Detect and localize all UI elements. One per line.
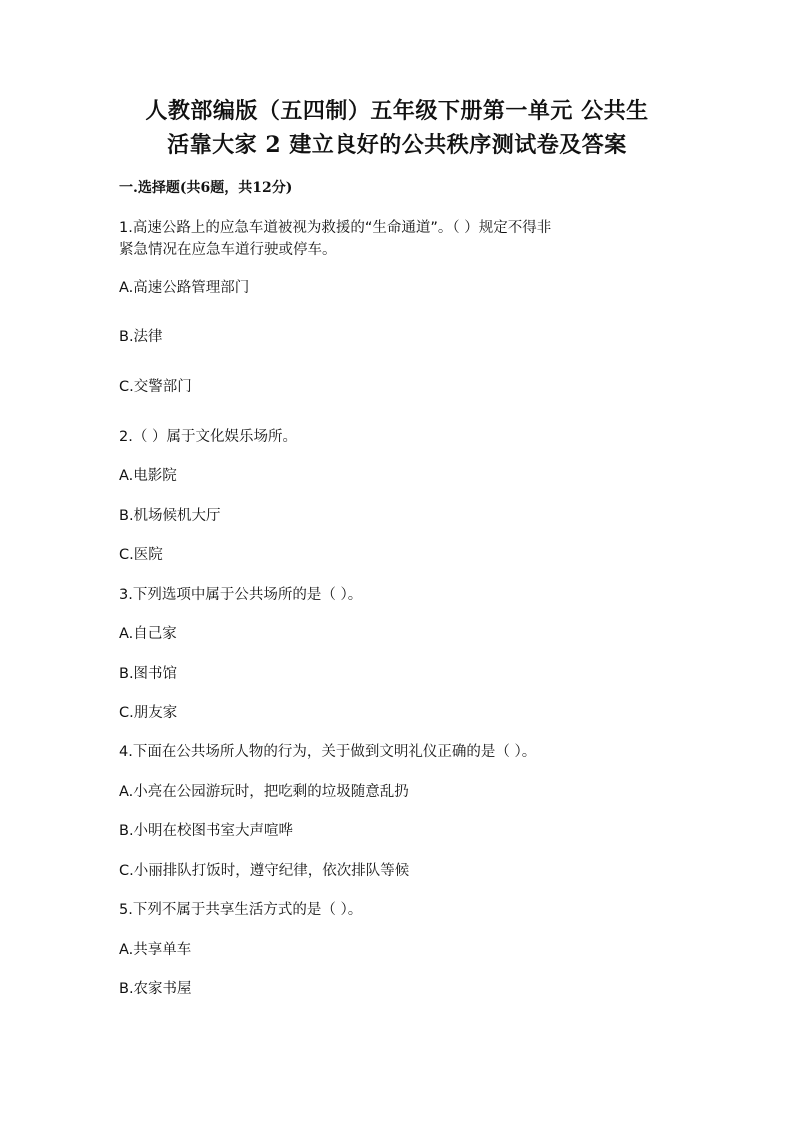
question-3-option-c: C.朋友家 [119, 705, 178, 721]
title-line-2: 活靠大家 2 建立良好的公共秩序测试卷及答案 [167, 132, 627, 158]
question-1-option-b: B.法律 [119, 329, 163, 345]
question-1-option-c: C.交警部门 [119, 379, 192, 395]
question-2-stem: 2.（ ）属于文化娱乐场所。 [119, 429, 297, 445]
question-1-stem [119, 217, 679, 261]
question-2-option-b: B.机场候机大厅 [119, 508, 221, 524]
question-1-stem-line-1: 1.高速公路上的应急车道被视为救援的“生命通道”。（ ）规定不得非 [119, 220, 552, 236]
document-title [100, 94, 694, 162]
question-5-option-a: A.共享单车 [119, 942, 192, 958]
question-2-option-c: C.医院 [119, 547, 163, 563]
question-3-option-a: A.自己家 [119, 626, 177, 642]
section-heading: 一.选择题(共6题，共12分) [119, 180, 293, 196]
question-1-option-a: A.高速公路管理部门 [119, 280, 250, 296]
question-4-stem: 4.下面在公共场所人物的行为，关于做到文明礼仪正确的是（ ）。 [119, 744, 537, 760]
question-1-stem-line-2: 紧急情况在应急车道行驶或停车。 [119, 242, 337, 258]
question-4-option-b: B.小明在校图书室大声喧哗 [119, 823, 294, 839]
question-5-option-b: B.农家书屋 [119, 981, 192, 997]
title-line-1: 人教部编版（五四制）五年级下册第一单元 公共生 [145, 98, 649, 124]
question-3-option-b: B.图书馆 [119, 666, 178, 682]
question-4-option-a: A.小亮在公园游玩时，把吃剩的垃圾随意乱扔 [119, 784, 409, 800]
question-4-option-c: C.小丽排队打饭时，遵守纪律，依次排队等候 [119, 863, 410, 879]
question-3-stem: 3.下列选项中属于公共场所的是（ ）。 [119, 587, 363, 603]
question-2-option-a: A.电影院 [119, 468, 177, 484]
question-5-stem: 5.下列不属于共享生活方式的是（ ）。 [119, 902, 363, 918]
